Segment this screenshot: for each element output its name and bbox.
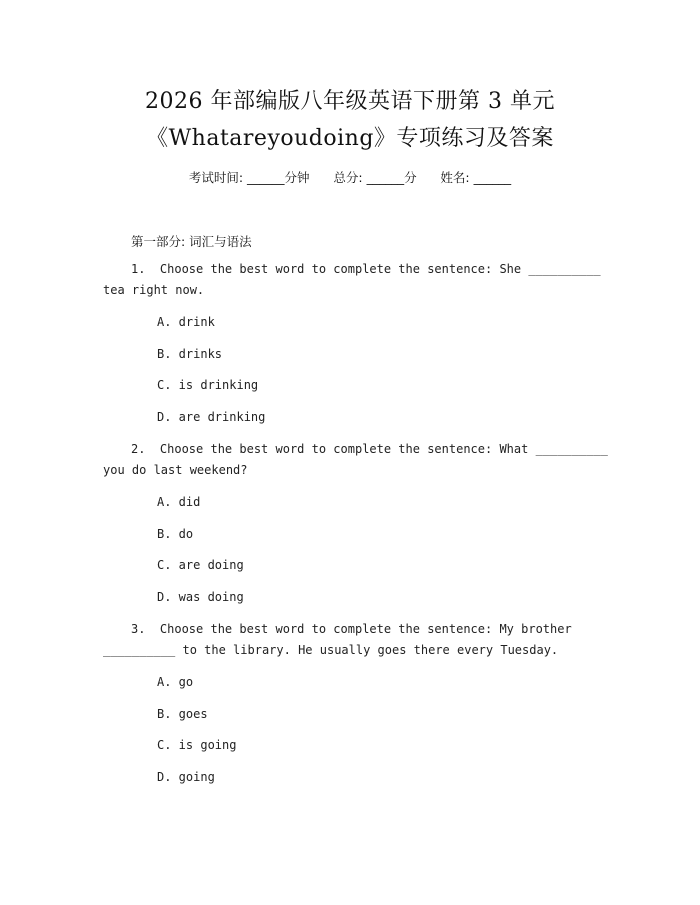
question-3-line-2: __________ to the library. He usually goes there every Tuesday. (103, 643, 559, 657)
question-1-option-c[interactable]: C. is drinking (157, 378, 259, 392)
question-3-option-a[interactable]: A. go (157, 675, 194, 689)
question-2-option-b[interactable]: B. do (157, 527, 194, 541)
question-1-line-2: tea right now. (103, 283, 205, 297)
document-title-line-1: 2026 年部编版八年级英语下册第 3 单元 (145, 89, 555, 114)
question-3-option-b[interactable]: B. goes (157, 707, 208, 721)
question-1-option-d[interactable]: D. are drinking (157, 410, 266, 424)
question-2-line-2: you do last weekend? (103, 463, 248, 477)
question-1-option-b[interactable]: B. drinks (157, 347, 223, 361)
question-1-option-a[interactable]: A. drink (157, 315, 215, 329)
question-2-option-c[interactable]: C. are doing (157, 558, 244, 572)
question-2-option-d[interactable]: D. was doing (157, 590, 244, 604)
section-heading: 第一部分: 词汇与语法 (131, 234, 252, 249)
exam-info-row: 考试时间: ______分钟 总分: ______分 姓名: ______ (188, 170, 512, 185)
question-3-option-d[interactable]: D. going (157, 770, 215, 784)
question-3-option-c[interactable]: C. is going (157, 738, 237, 752)
question-1-line-1: 1. Choose the best word to complete the sentence: She __________ (131, 262, 601, 276)
document-title-line-2: 《Whatareyoudoing》专项练习及答案 (146, 126, 554, 151)
question-3-line-1: 3. Choose the best word to complete the sentence: My brother (131, 622, 572, 636)
question-2-line-1: 2. Choose the best word to complete the sentence: What __________ (131, 442, 608, 456)
question-2-option-a[interactable]: A. did (157, 495, 201, 509)
